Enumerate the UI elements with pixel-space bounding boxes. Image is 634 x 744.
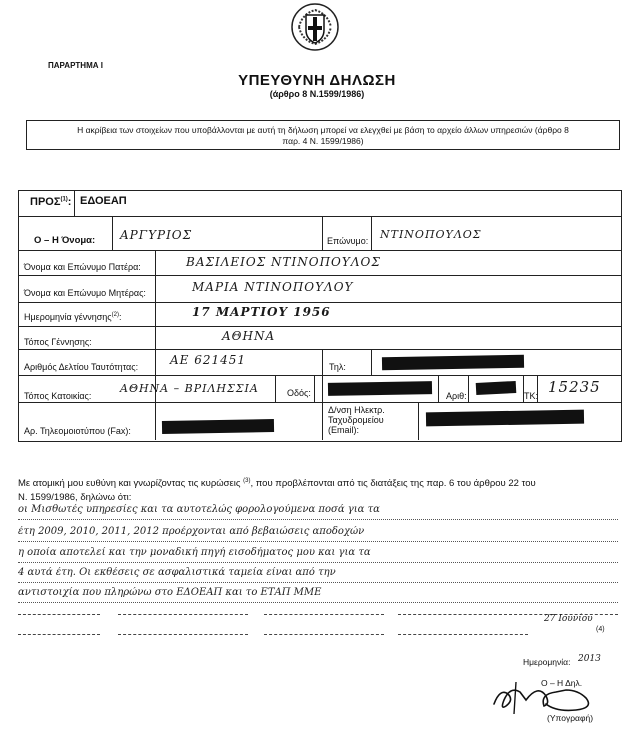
- document-title: ΥΠΕΥΘΥΝΗ ΔΗΛΩΣΗ: [238, 72, 396, 89]
- firstname-label: Ο – Η Όνομα:: [34, 235, 96, 246]
- birthdate-label: Ημερομηνία γέννησης$^{(2)}$:: [24, 312, 122, 322]
- zip-label: ΤΚ:: [524, 391, 539, 401]
- declaration-line: 4 αυτά έτη. Οι εκθέσεις σε ασφαλιστικά ταμεία είναι από την: [18, 567, 336, 578]
- blank-line: [18, 614, 100, 615]
- signer-label: Ο – Η Δηλ.: [541, 678, 583, 688]
- mother-label: Όνομα και Επώνυμο Μητέρας:: [24, 288, 146, 298]
- residence-label: Τόπος Κατοικίας:: [24, 391, 92, 401]
- birthdate-value: 17 ΜΑΡΤΙΟΥ 1956: [192, 305, 331, 319]
- notice-box: [26, 120, 620, 150]
- mother-value: ΜΑΡΙΑ ΝΤΙΝΟΠΟΥΛΟΥ: [192, 280, 354, 294]
- blank-line: [264, 634, 384, 635]
- firstname-value: ΑΡΓΥΡΙΟΣ: [120, 228, 193, 242]
- email-label: Δ/νση Ηλεκτρ. Ταχυδρομείου (Email):: [328, 405, 385, 435]
- father-value: ΒΑΣΙΛΕΙΟΣ ΝΤΙΝΟΠΟΥΛΟΣ: [186, 255, 381, 269]
- blank-line: [118, 614, 248, 615]
- annex-label: ΠΑΡΑΡΤΗΜΑ Ι: [48, 61, 103, 70]
- declaration-line: οι Μισθωτές υπηρεσίες και τα αυτοτελώς φορολογούμενα ποσά για τα: [18, 504, 380, 515]
- handwritten-signature: [486, 674, 606, 718]
- signature-label: (Υπογραφή): [547, 713, 594, 723]
- blank-line: [398, 634, 528, 635]
- zip-value: 15235: [548, 378, 601, 396]
- street-label: Οδός:: [287, 388, 311, 398]
- notice-line-2: παρ. 4 Ν. 1599/1986): [282, 136, 364, 146]
- id-label: Αριθμός Δελτίου Ταυτότητας:: [24, 362, 139, 372]
- document-subtitle: (άρθρο 8 Ν.1599/1986): [269, 89, 365, 99]
- id-value: ΑΕ 621451: [170, 353, 247, 367]
- year-value: 2013: [578, 654, 601, 664]
- birthplace-value: ΑΘΗΝΑ: [222, 329, 276, 343]
- date-handwritten: 27 Ιουνίου: [544, 614, 593, 624]
- notice-line-1: Η ακρίβεια των στοιχείων που υποβάλλονται με αυτή τη δήλωση μπορεί να ελεγχθεί με βάση το αρχείο άλλων υπηρεσιών (άρθρο 8: [77, 125, 569, 135]
- to-label: ΠΡΟΣ$^{(1)}$:: [30, 196, 72, 208]
- declaration-line: αντιστοιχία που πληρώνω στο ΕΔΟΕΑΠ και το ΕΤΑΠ ΜΜΕ: [18, 587, 322, 598]
- phone-label: Τηλ:: [329, 362, 346, 372]
- date-label: Ημερομηνία:: [523, 657, 571, 667]
- blank-line: [264, 614, 384, 615]
- declaration-intro-line-2: Ν. 1599/1986, δηλώνω ότι:: [18, 492, 132, 503]
- redacted-email: [426, 410, 584, 427]
- greek-emblem: [290, 2, 340, 52]
- redacted-street: [328, 381, 432, 396]
- declaration-line: η οποία αποτελεί και την μοναδική πηγή εισοδήματος μου και για τα: [18, 547, 371, 558]
- redacted-number: [476, 381, 517, 395]
- redacted-fax: [162, 419, 274, 434]
- father-label: Όνομα και Επώνυμο Πατέρα:: [24, 262, 141, 272]
- surname-value: ΝΤΙΝΟΠΟΥΛΟΣ: [380, 228, 482, 241]
- residence-value: ΑΘΗΝΑ – ΒΡΙΛΗΣΣΙΑ: [120, 382, 259, 395]
- to-value: ΕΔΟΕΑΠ: [80, 195, 127, 207]
- number-label: Αριθ:: [446, 391, 467, 401]
- blank-line: [18, 634, 100, 635]
- date-footnote: (4): [596, 626, 605, 633]
- declaration-line: έτη 2009, 2010, 2011, 2012 προέρχονται από βεβαιώσεις αποδοχών: [18, 526, 365, 537]
- birthplace-label: Τόπος Γέννησης:: [24, 337, 92, 347]
- blank-line: [118, 634, 248, 635]
- declaration-intro: Με ατομική μου ευθύνη και γνωρίζοντας τις κυρώσεις $^{(3)}$, που προβλέπονται από τις διατάξεις της παρ. 6 του άρθρου 22 του: [18, 478, 536, 490]
- redacted-phone: [382, 355, 524, 370]
- fax-label: Αρ. Τηλεομοιοτύπου (Fax):: [24, 426, 131, 436]
- surname-label: Επώνυμο:: [327, 236, 369, 246]
